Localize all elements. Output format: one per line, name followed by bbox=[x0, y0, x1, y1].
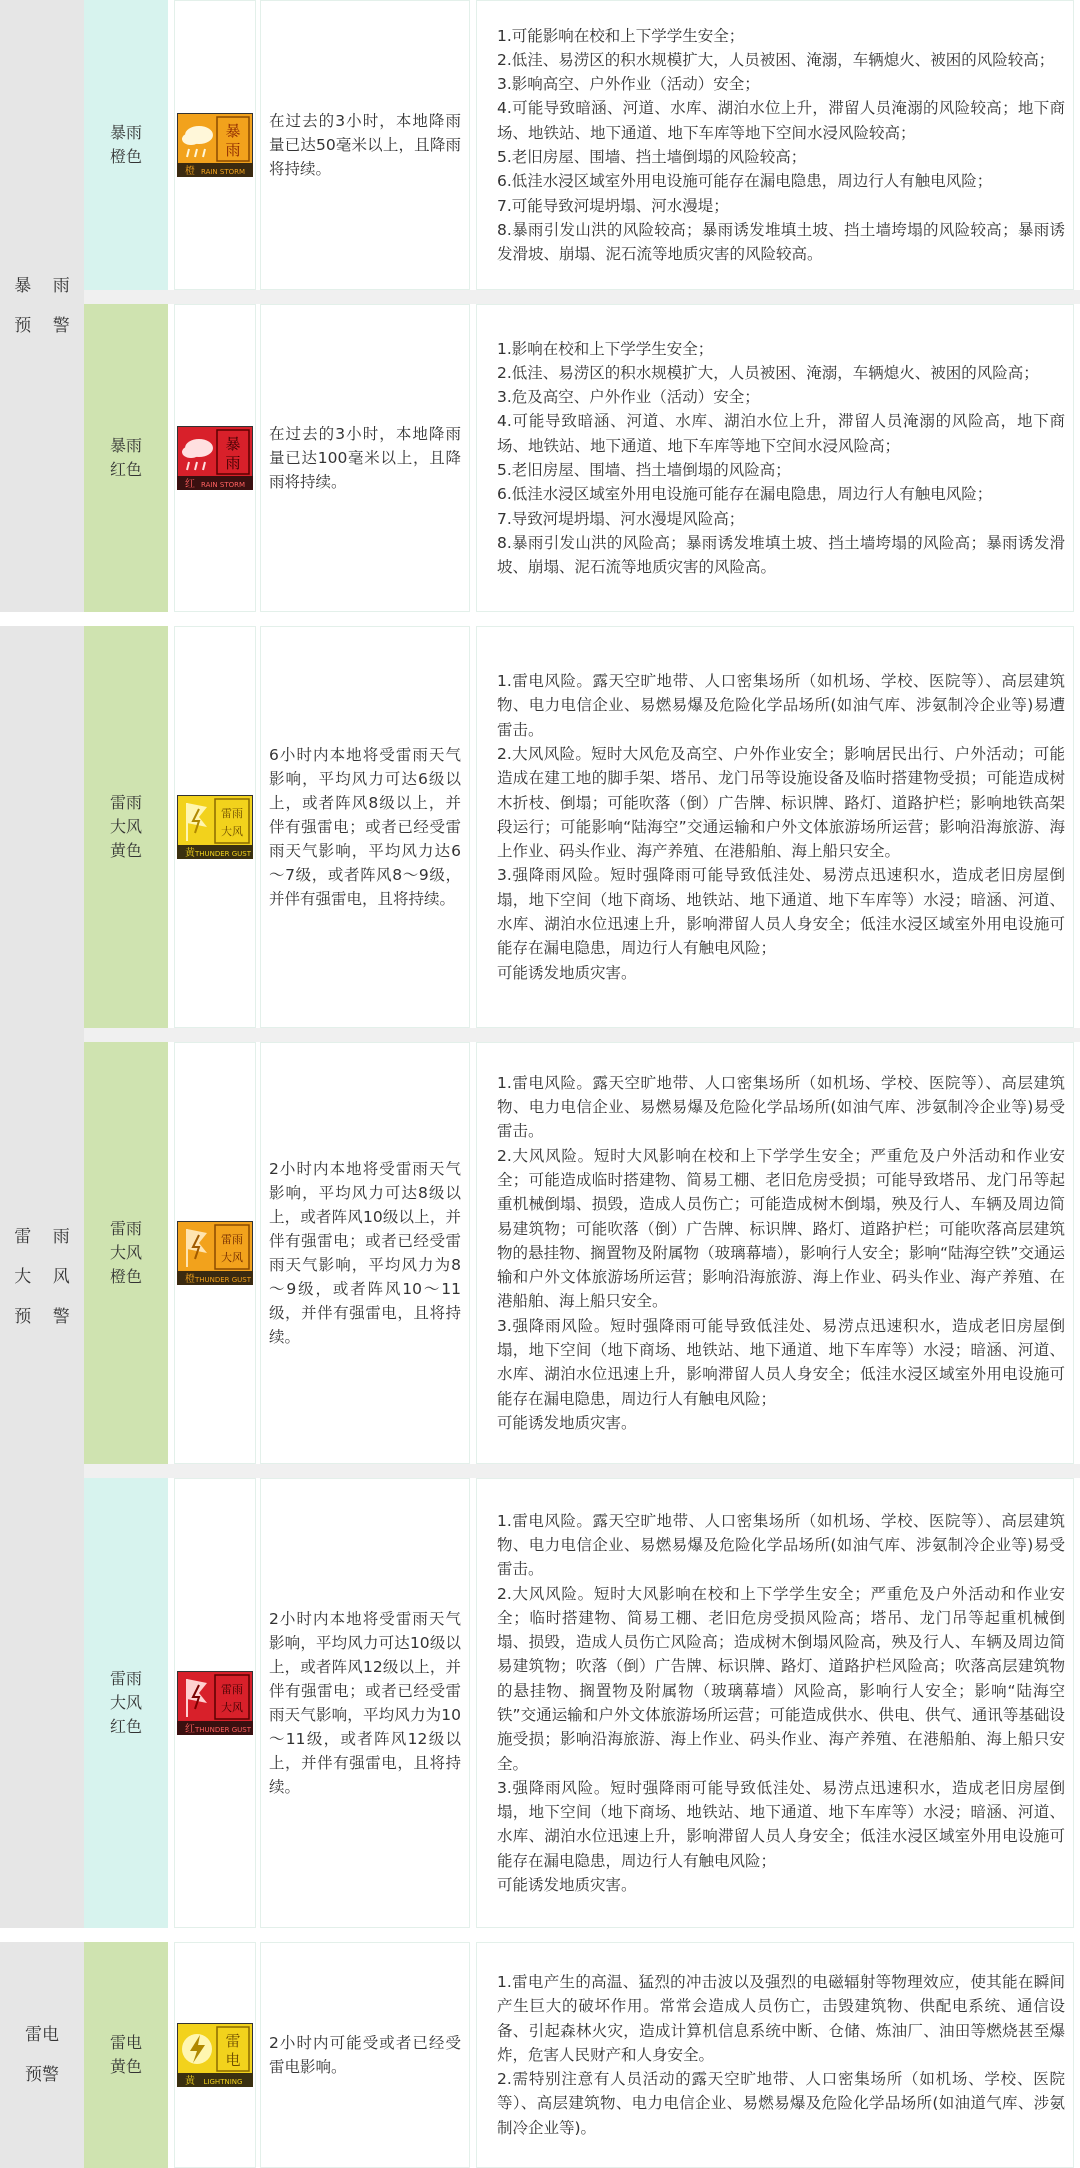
impact-list bbox=[497, 24, 1065, 267]
impact-list bbox=[497, 337, 1065, 580]
impact-list bbox=[497, 1071, 1065, 1435]
impact-list bbox=[497, 669, 1065, 985]
level-label-line: 暴雨 bbox=[109, 123, 142, 142]
level-label-line: 暴雨 bbox=[109, 436, 142, 455]
lightning-yellow-badge bbox=[177, 2023, 253, 2087]
impact-item: 可能诱发地质灾害。 bbox=[497, 1413, 637, 1432]
badge-cell bbox=[174, 0, 256, 290]
row-separator bbox=[84, 1464, 1080, 1478]
impact-item: 可能诱发地质灾害。 bbox=[497, 1876, 637, 1895]
impact-item: 2.需特别注意有人员活动的露天空旷地带、人口密集场所（如机场、学校、医院等）、高层建筑物、电力电信企业、易燃易爆及危险化学品场所(如油道气库、涉氨制冷企业等)。 bbox=[497, 2070, 1065, 2137]
impact-item: 1.可能影响在校和上下学学生安全； bbox=[497, 26, 745, 45]
badge-char: 暴 bbox=[225, 435, 241, 453]
level-label-line: 黄色 bbox=[109, 2057, 142, 2076]
condition-cell bbox=[260, 1478, 470, 1928]
impact-item: 1.雷电风险。露天空旷地带、人口密集场所（如机场、学校、医院等）、高层建筑物、电力电信企业、易燃易爆及危险化学品场所(如油气库、涉氨制冷企业等)易遭雷击。 bbox=[497, 672, 1065, 739]
condition-text: 在过去的3小时，本地降雨量已达50毫米以上，且降雨将持续。 bbox=[269, 112, 461, 178]
condition-cell bbox=[260, 304, 470, 612]
badge-char: 雨 bbox=[225, 141, 241, 159]
thunder-gust-yellow-badge bbox=[177, 795, 253, 859]
badge-color-name: 黄 bbox=[185, 848, 195, 859]
warning-row-lightning-yellow bbox=[84, 1942, 1080, 2168]
condition-text: 在过去的3小时，本地降雨量已达100毫米以上，且降雨将持续。 bbox=[269, 425, 461, 491]
warning-row-thunder-gust-yellow bbox=[84, 626, 1080, 1028]
condition-text: 2小时内本地将受雷雨天气影响，平均风力可达10级以上，或者阵风12级以上，并伴有强雷电；或者已经受雷雨天气影响，平均风力为10～11级，或者阵风12级以上，并伴有强雷电，且将持续。 bbox=[269, 1610, 461, 1796]
thunder-gust-red-badge bbox=[177, 1671, 253, 1735]
category-cell bbox=[0, 0, 84, 612]
level-cell bbox=[84, 1478, 168, 1928]
impact-cell bbox=[476, 626, 1074, 1028]
category-label bbox=[6, 1217, 77, 1337]
category-cell bbox=[0, 1942, 84, 2168]
impact-item: 2.低洼、易涝区的积水规模扩大，人员被困、淹溺，车辆熄火、被困的风险较高； bbox=[497, 50, 1055, 69]
lightning-bolt-icon bbox=[182, 2034, 212, 2064]
level-label-line: 红色 bbox=[109, 460, 142, 479]
category-label-line: 暴 雨 bbox=[14, 276, 78, 296]
badge-english: LIGHTNING bbox=[203, 2078, 243, 2086]
impact-cell bbox=[476, 1042, 1074, 1464]
impact-item: 4.可能导致暗涵、河道、水库、湖泊水位上升，滞留人员淹溺的风险高，地下商场、地铁站、地下通道、地下车库等地下空间水浸风险高； bbox=[497, 412, 1065, 455]
impact-list bbox=[497, 1509, 1065, 1898]
impact-cell bbox=[476, 0, 1074, 290]
level-label-line: 雷电 bbox=[109, 2033, 142, 2052]
condition-cell bbox=[260, 626, 470, 1028]
rain-storm-orange-badge bbox=[177, 113, 253, 177]
category-label-line: 预警 bbox=[25, 2065, 59, 2085]
impact-item: 6.低洼水浸区域室外用电设施可能存在漏电隐患，周边行人有触电风险； bbox=[497, 485, 993, 504]
thunder-gust-orange-badge bbox=[177, 1221, 253, 1285]
level-cell bbox=[84, 1942, 168, 2168]
category-label-line: 预 警 bbox=[14, 316, 78, 336]
category-label-line: 大 风 bbox=[14, 1267, 78, 1287]
impact-item: 5.老旧房屋、围墙、挡土墙倒塌的风险高； bbox=[497, 461, 791, 479]
badge-cell bbox=[174, 1942, 256, 2168]
warning-row-rainstorm-orange bbox=[84, 0, 1080, 290]
category-label-line: 雷 雨 bbox=[14, 1227, 78, 1247]
lightning-warning-group bbox=[0, 1942, 1080, 2168]
impact-item: 3.强降雨风险。短时强降雨可能导致低洼处、易涝点迅速积水，造成老旧房屋倒塌，地下空间（地下商场、地铁站、地下通道、地下车库等）水浸；暗涵、河道、水库、湖泊水位迅速上升，影响滞留人员人身安全；低洼水浸区域室外用电设施可能存在漏电隐患，周边行人有触电风险； bbox=[497, 1778, 1065, 1870]
impact-item: 3.强降雨风险。短时强降雨可能导致低洼处、易涝点迅速积水，造成老旧房屋倒塌，地下空间（地下商场、地铁站、地下通道、地下车库等）水浸；暗涵、河道、水库、湖泊水位迅速上升，影响滞留人员人身安全；低洼水浸区域室外用电设施可能存在漏电隐患，周边行人有触电风险； bbox=[497, 866, 1065, 958]
category-label-line: 预 警 bbox=[14, 1307, 78, 1327]
level-label-line: 雷雨 bbox=[109, 793, 142, 812]
badge-cell bbox=[174, 626, 256, 1028]
badge-color-name: 黄 bbox=[185, 2076, 195, 2087]
level-label-line: 大风 bbox=[109, 1693, 142, 1712]
level-label-line: 橙色 bbox=[109, 147, 142, 166]
condition-cell bbox=[260, 1942, 470, 2168]
impact-item: 2.低洼、易涝区的积水规模扩大，人员被困、淹溺，车辆熄火、被困的风险高； bbox=[497, 363, 1039, 382]
badge-char: 雷 bbox=[225, 2032, 241, 2050]
condition-text: 2小时内本地将受雷雨天气影响，平均风力可达8级以上，或者阵风10级以上，并伴有强雷电；或者已经受雷雨天气影响，平均风力为8～9级，或者阵风10～11级，并伴有强雷电，且将持续。 bbox=[269, 1160, 461, 1346]
level-cell bbox=[84, 0, 168, 290]
badge-char: 大风 bbox=[221, 825, 243, 838]
condition-cell bbox=[260, 0, 470, 290]
impact-item: 7.可能导致河堤坍塌、河水漫堤； bbox=[497, 196, 729, 215]
condition-cell bbox=[260, 1042, 470, 1464]
impact-item: 8.暴雨引发山洪的风险高；暴雨诱发堆填土坡、挡土墙垮塌的风险高；暴雨诱发滑坡、崩塌、泥石流等地质灾害的风险高。 bbox=[497, 533, 1065, 577]
impact-item: 8.暴雨引发山洪的风险较高；暴雨诱发堆填土坡、挡土墙垮塌的风险较高；暴雨诱发滑坡、崩塌、泥石流等地质灾害的风险较高。 bbox=[497, 220, 1065, 264]
impact-item: 3.危及高空、户外作业（活动）安全； bbox=[497, 388, 760, 407]
badge-english: THUNDER GUST bbox=[194, 850, 252, 858]
condition-text: 2小时内可能受或者已经受雷电影响。 bbox=[269, 2034, 461, 2076]
badge-char: 暴 bbox=[225, 122, 241, 140]
impact-item: 7.导致河堤坍塌、河水漫堤风险高； bbox=[497, 509, 745, 528]
badge-char: 雷雨 bbox=[221, 1233, 243, 1246]
category-label-line: 雷电 bbox=[25, 2025, 59, 2045]
category-cell bbox=[0, 626, 84, 1928]
badge-char: 电 bbox=[225, 2051, 241, 2069]
impact-cell bbox=[476, 1942, 1074, 2168]
level-label-line: 红色 bbox=[109, 1717, 142, 1736]
impact-item: 2.大风风险。短时大风影响在校和上下学学生安全；严重危及户外活动和作业安全；临时搭建物、简易工棚、老旧危房受损风险高；塔吊、龙门吊等起重机械倒塌、损毁，造成人员伤亡风险高；造成树木倒塌风险高，殃及行人、车辆及周边简易建筑物；吹落（倒）广告牌、标识牌、路灯、道路护栏风险高；吹落高层建筑物的悬挂物、搁置物及附属物（玻璃幕墙）风险高，影响行人安全；影响“陆海空铁”交通运输和户外文体旅游场所运营；可能造成供水、供电、供气、通讯等基础设施受损；影响沿海旅游、海上作业、码头作业、海产养殖、在港船舶、海上船只安全。 bbox=[497, 1584, 1065, 1773]
impact-item: 2.大风风险。短时大风影响在校和上下学学生安全；严重危及户外活动和作业安全；可能造成临时搭建物、简易工棚、老旧危房受损；可能导致塔吊、龙门吊等起重机械倒塌、损毁，造成人员伤亡；可能造成树木倒塌，殃及行人、车辆及周边简易建筑物；可能吹落（倒）广告牌、标识牌、路灯、道路护栏；可能吹落高层建筑物的悬挂物、搁置物及附属物（玻璃幕墙），影响行人安全；影响“陆海空铁”交通运输和户外文体旅游场所运营；影响沿海旅游、海上作业、码头作业、海产养殖、在港船舶、海上船只安全。 bbox=[497, 1146, 1065, 1311]
badge-english: RAIN STORM bbox=[200, 481, 246, 489]
rain-storm-red-badge bbox=[177, 426, 253, 490]
row-separator bbox=[84, 1028, 1080, 1042]
badge-char: 大风 bbox=[221, 1251, 243, 1264]
impact-item: 1.雷电风险。露天空旷地带、人口密集场所（如机场、学校、医院等）、高层建筑物、电力电信企业、易燃易爆及危险化学品场所(如油气库、涉氨制冷企业等)易受雷击。 bbox=[497, 1073, 1065, 1141]
badge-color-name: 红 bbox=[185, 479, 195, 490]
thunder-gust-warning-group bbox=[0, 626, 1080, 1928]
badge-english: THUNDER GUST bbox=[194, 1276, 252, 1284]
impact-cell bbox=[476, 1478, 1074, 1928]
level-label-line: 黄色 bbox=[109, 841, 142, 860]
level-label-line: 大风 bbox=[109, 817, 142, 836]
badge-color-name: 橙 bbox=[185, 166, 195, 177]
impact-item: 1.雷电风险。露天空旷地带、人口密集场所（如机场、学校、医院等）、高层建筑物、电力电信企业、易燃易爆及危险化学品场所(如油气库、涉氨制冷企业等)易受雷击。 bbox=[497, 1511, 1065, 1579]
level-cell bbox=[84, 1042, 168, 1464]
category-label bbox=[6, 266, 77, 346]
condition-text: 6小时内本地将受雷雨天气影响，平均风力可达6级以上，或者阵风8级以上，并伴有强雷电；或者已经受雷雨天气影响，平均风力达6～7级，或者阵风8～9级，并伴有强雷电，且将持续。 bbox=[269, 746, 461, 908]
impact-item: 可能诱发地质灾害。 bbox=[497, 963, 637, 982]
badge-char: 雷雨 bbox=[221, 807, 243, 820]
category-label bbox=[25, 2015, 59, 2095]
badge-english: THUNDER GUST bbox=[194, 1726, 252, 1734]
level-label-line: 雷雨 bbox=[109, 1669, 142, 1688]
row-separator bbox=[84, 290, 1080, 304]
impact-item: 6.低洼水浸区域室外用电设施可能存在漏电隐患，周边行人有触电风险； bbox=[497, 172, 993, 191]
rainstorm-warning-group bbox=[0, 0, 1080, 612]
impact-item: 1.影响在校和上下学学生安全； bbox=[497, 339, 714, 358]
impact-cell bbox=[476, 304, 1074, 612]
badge-english: RAIN STORM bbox=[200, 168, 246, 176]
impact-item: 2.大风风险。短时大风危及高空、户外作业安全；影响居民出行、户外活动；可能造成在建工地的脚手架、塔吊、龙门吊等设施设备及临时搭建物受损；可能造成树木折枝、倒塌；可能吹落（倒）广告牌、标识牌、路灯、道路护栏；影响地铁高架段运行；可能影响“陆海空”交通运输和户外文体旅游场所运营；影响沿海旅游、海上作业、码头作业、海产养殖、在港船舶、海上船只安全。 bbox=[497, 744, 1065, 861]
badge-char: 雷雨 bbox=[221, 1683, 243, 1696]
badge-color-name: 橙 bbox=[185, 1274, 195, 1285]
badge-char: 大风 bbox=[221, 1701, 243, 1714]
level-label-line: 橙色 bbox=[109, 1267, 142, 1286]
badge-char: 雨 bbox=[225, 454, 241, 472]
impact-item: 3.影响高空、户外作业（活动）安全； bbox=[497, 75, 760, 94]
badge-color-name: 红 bbox=[185, 1724, 195, 1735]
impact-item: 3.强降雨风险。短时强降雨可能导致低洼处、易涝点迅速积水，造成老旧房屋倒塌，地下空间（地下商场、地铁站、地下通道、地下车库等）水浸；暗涵、河道、水库、湖泊水位迅速上升，影响滞留人员人身安全；低洼水浸区域室外用电设施可能存在漏电隐患，周边行人有触电风险； bbox=[497, 1316, 1065, 1408]
level-label-line: 雷雨 bbox=[109, 1219, 142, 1238]
level-cell bbox=[84, 626, 168, 1028]
impact-list bbox=[497, 1970, 1065, 2140]
level-cell bbox=[84, 304, 168, 612]
warning-row-rainstorm-red bbox=[84, 304, 1080, 612]
impact-item: 1.雷电产生的高温、猛烈的冲击波以及强烈的电磁辐射等物理效应，使其能在瞬间产生巨大的破坏作用。常常会造成人员伤亡，击毁建筑物、供配电系统、通信设备、引起森林火灾，造成计算机信息系统中断、仓储、炼油厂、油田等燃烧甚至爆炸，危害人民财产和人身安全。 bbox=[497, 1972, 1065, 2064]
warning-row-thunder-gust-orange bbox=[84, 1042, 1080, 1464]
level-label-line: 大风 bbox=[109, 1243, 142, 1262]
badge-cell bbox=[174, 304, 256, 612]
warning-row-thunder-gust-red bbox=[84, 1478, 1080, 1928]
impact-item: 4.可能导致暗涵、河道、水库、湖泊水位上升，滞留人员淹溺的风险较高；地下商场、地铁站、地下通道、地下车库等地下空间水浸风险较高； bbox=[497, 99, 1065, 142]
badge-cell bbox=[174, 1478, 256, 1928]
impact-item: 5.老旧房屋、围墙、挡土墙倒塌的风险较高； bbox=[497, 148, 807, 166]
badge-cell bbox=[174, 1042, 256, 1464]
